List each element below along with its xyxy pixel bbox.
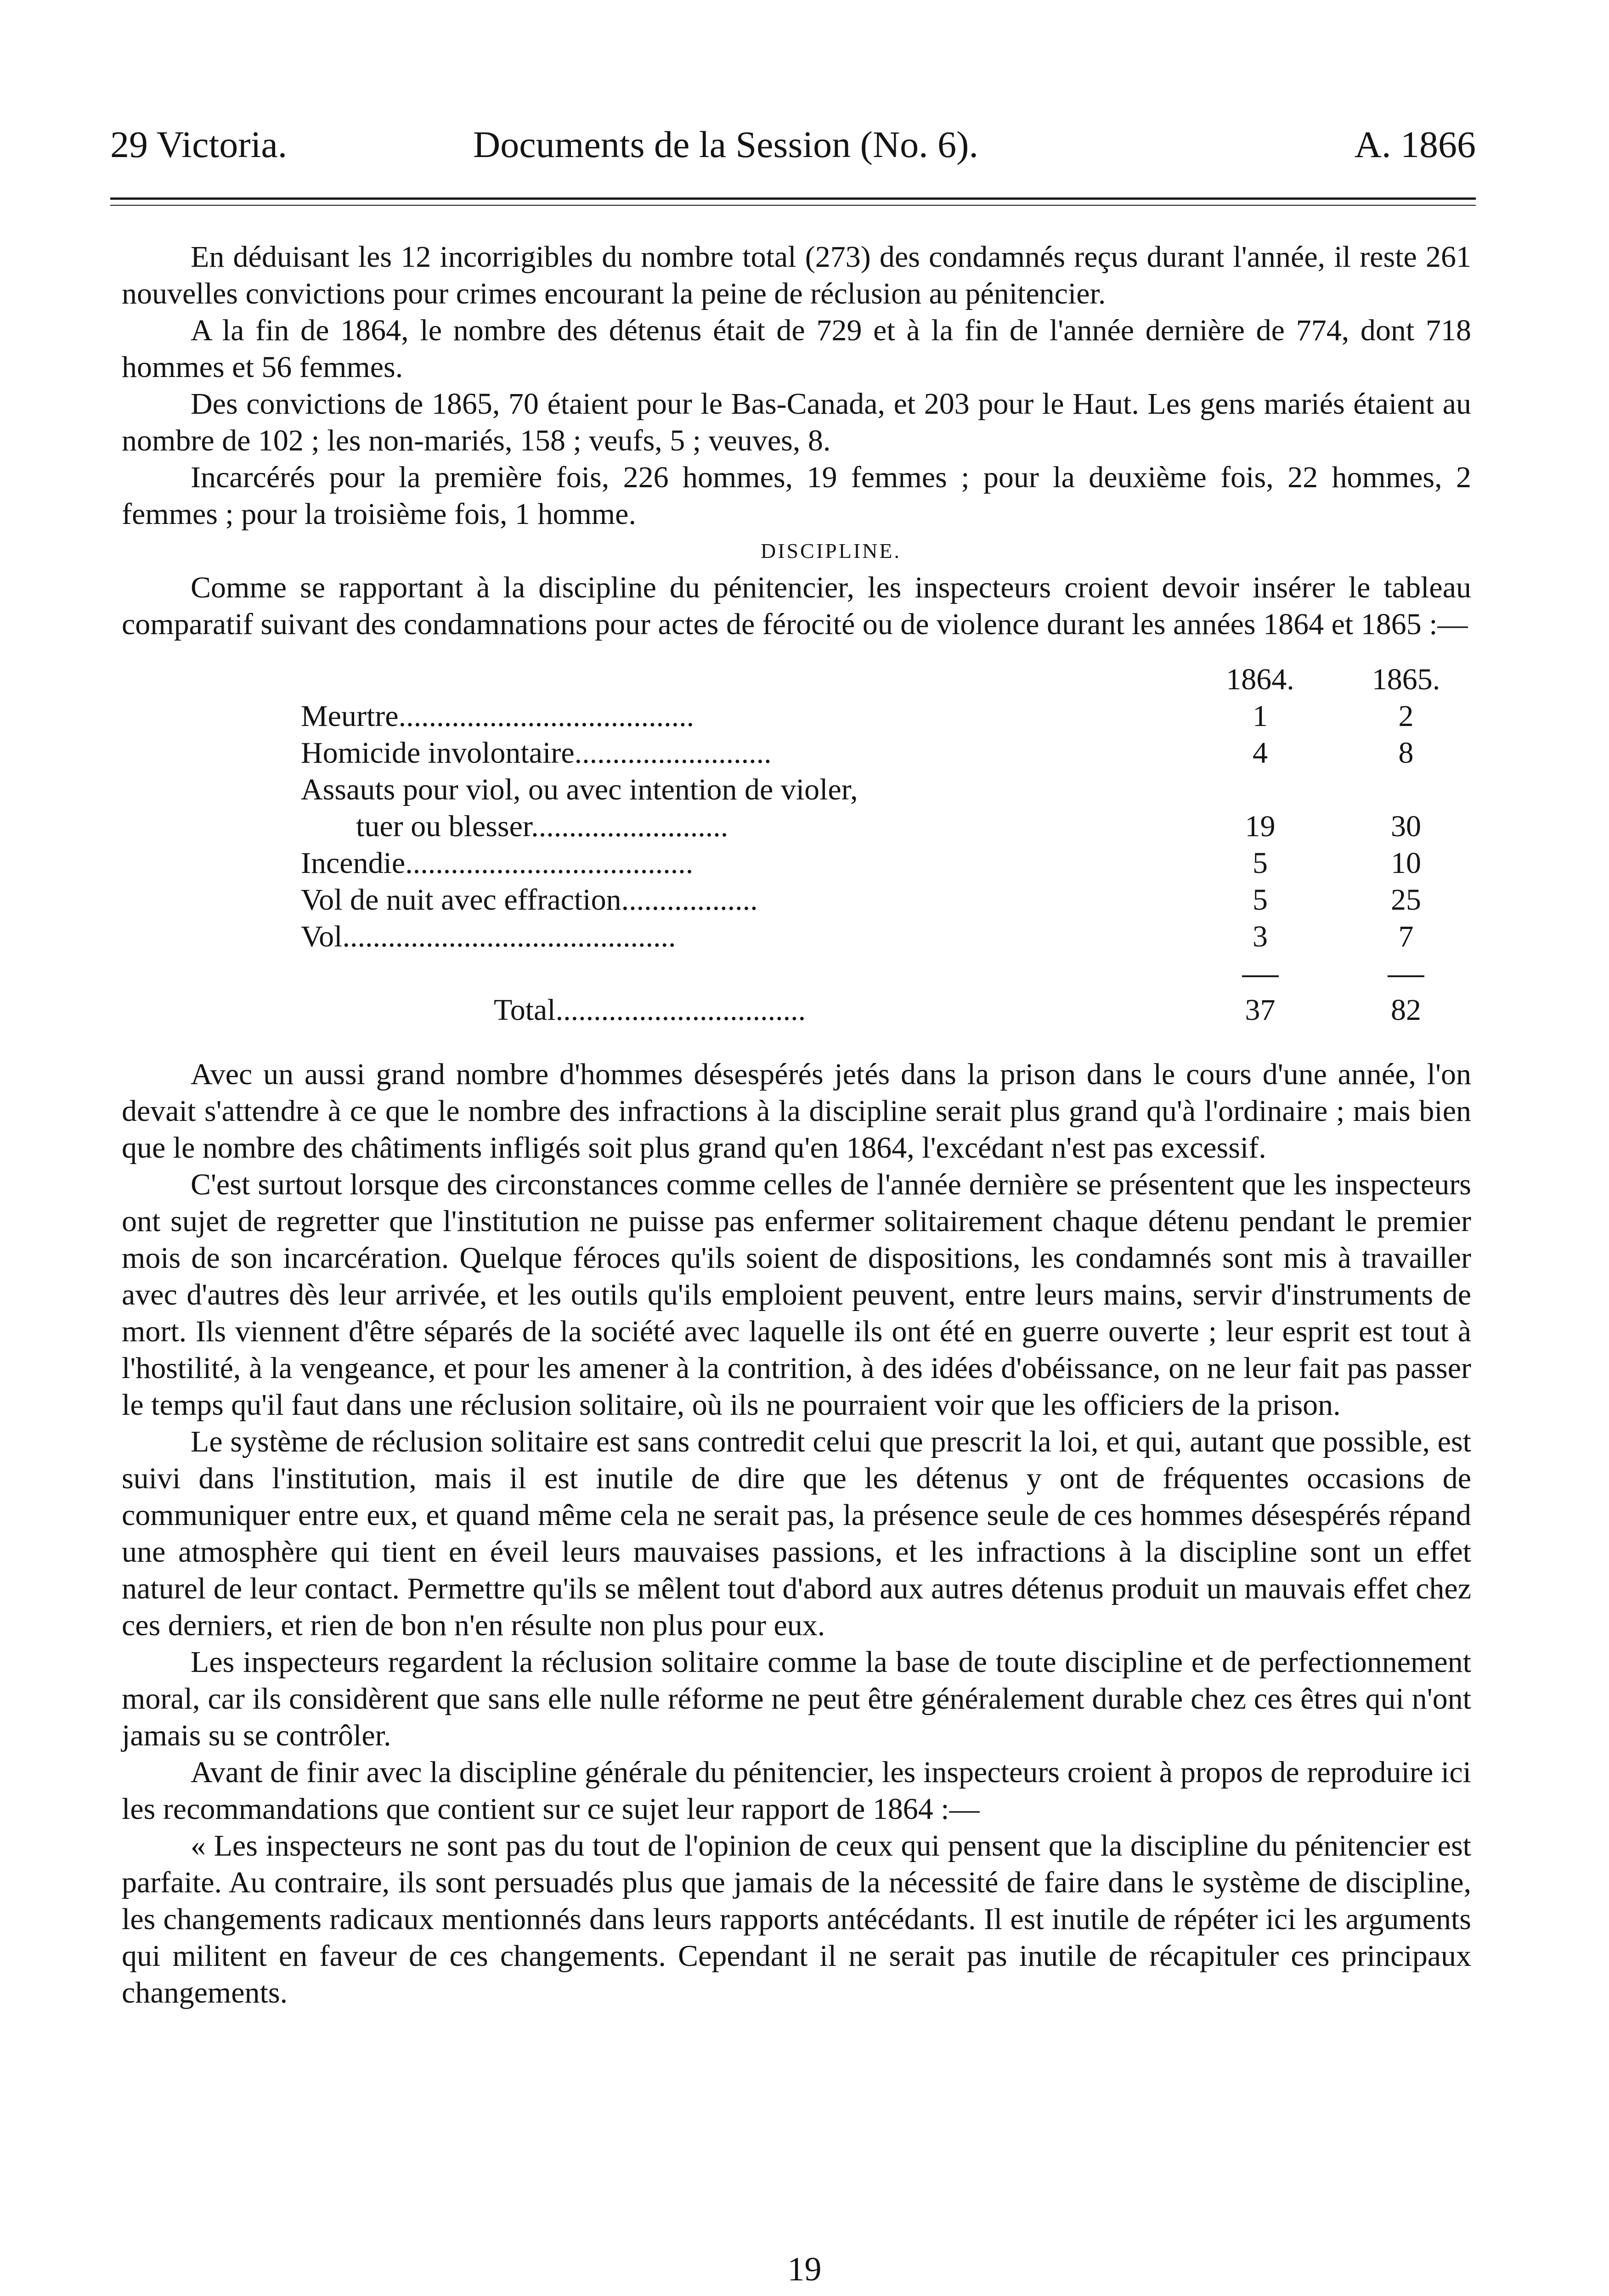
paragraph: Incarcérés pour la première fois, 226 hommes, 19 femmes ; pour la deuxième fois, 22 hommes, 2 femmes ; pour la troisième fois, 1 homme. bbox=[122, 461, 1471, 531]
value-1865: 7 bbox=[1398, 920, 1414, 953]
sum-rule-row bbox=[301, 955, 1471, 992]
value-1864: 4 bbox=[1253, 736, 1268, 770]
row-label: Homicide involontaire.......................... bbox=[301, 736, 772, 770]
row-label: Vol............................................ bbox=[301, 920, 676, 953]
row-label: Incendie...................................... bbox=[301, 846, 694, 880]
value-1865: 25 bbox=[1391, 883, 1422, 917]
col-header-1864: 1864. bbox=[1226, 663, 1294, 696]
paragraph: A la fin de 1864, le nombre des détenus était de 729 et à la fin de l'année dernière de 774, dont 718 hommes et 56 femmes. bbox=[122, 314, 1471, 384]
value-1864: 5 bbox=[1253, 846, 1268, 880]
paragraph: C'est surtout lorsque des circonstances comme celles de l'année dernière se présentent que les inspecteurs ont sujet de regretter que l'institution ne puisse pas enfermer solitairement chaque détenu pendant le premier mois de son incarcération. Quelque féroces qu'ils soient de dispositions, les condamnés sont mis à travailler avec d'autres dès leur arrivée, et les outils qu'ils emploient peuvent, entre leurs mains, servir d'instruments de mort. Ils viennent d'être séparés de la société avec laquelle ils ont été en guerre ouverte ; leur esprit est tout à l'hostilité, à la vengeance, et pour les amener à la contrition, à des idées d'obéissance, on ne leur fait pas passer le temps qu'il faut dans une réclusion solitaire, où ils ne pourraient voir que les officiers de la prison. bbox=[122, 1168, 1471, 1422]
row-label: Meurtre....................................... bbox=[301, 699, 694, 733]
body-text bbox=[122, 239, 1471, 2011]
paragraph: Le système de réclusion solitaire est sans contredit celui que prescrit la loi, et qui, autant que possible, est suivi dans l'institution, mais il est inutile de dire que les détenus y ont de fréquentes occasions de communiquer entre eux, et quand même cela ne serait pas, la présence seule de ces hommes désespérés répand une atmosphère qui tient en éveil leurs mauvaises passions, et les infractions à la discipline sont un effet naturel de leur contact. Permettre qu'ils se mêlent tout d'abord aux autres détenus produit un mauvais effet chez ces derniers, et rien de bon n'en résulte non plus pour eux. bbox=[122, 1425, 1471, 1642]
table-row bbox=[301, 808, 1471, 845]
running-header bbox=[110, 123, 1476, 187]
table-row bbox=[301, 882, 1471, 918]
section-title: DISCIPLINE. bbox=[761, 539, 901, 563]
header-rule-thin bbox=[110, 205, 1476, 206]
table-row bbox=[301, 698, 1471, 735]
value-1865: 30 bbox=[1391, 810, 1422, 843]
paragraph: Les inspecteurs regardent la réclusion solitaire comme la base de toute discipline et de perfectionnement moral, car ils considèrent que sans elle nulle réforme ne peut être généralement durable chez ces êtres qui n'ont jamais su se contrôler. bbox=[122, 1645, 1471, 1752]
row-label: Assauts pour viol, ou avec intention de violer, bbox=[301, 773, 858, 806]
paragraph: En déduisant les 12 incorrigibles du nombre total (273) des condamnés reçus durant l'année, il reste 261 nouvelles convictions pour crimes encourant la peine de réclusion au pénitencier. bbox=[122, 240, 1471, 310]
total-label: Total................................. bbox=[494, 993, 806, 1027]
table-row bbox=[301, 771, 1471, 808]
table-total-row bbox=[301, 992, 1471, 1029]
value-1864: 1 bbox=[1253, 699, 1268, 733]
table-header-row bbox=[301, 661, 1471, 698]
value-1865: 2 bbox=[1398, 699, 1414, 733]
row-label: Vol de nuit avec effraction.................. bbox=[301, 883, 758, 917]
header-rule-thick bbox=[110, 197, 1476, 200]
header-center: Documents de la Session (No. 6). bbox=[473, 124, 978, 165]
sum-rule bbox=[1388, 975, 1424, 977]
table-row bbox=[301, 845, 1471, 882]
row-label: tuer ou blesser.......................... bbox=[356, 810, 728, 843]
value-1865: 10 bbox=[1391, 846, 1422, 880]
value-1865: 8 bbox=[1398, 736, 1414, 770]
page-number: 19 bbox=[787, 2251, 822, 2288]
paragraph: « Les inspecteurs ne sont pas du tout de l'opinion de ceux qui pensent que la discipline du pénitencier est parfaite. Au contraire, ils sont persuadés plus que jamais de la nécessité de faire dans le système de discipline, les changements radicaux mentionnés dans leurs rapports antécédants. Il est inutile de répéter ici les arguments qui militent en faveur de ces changements. Cependant il ne serait pas inutile de récapituler ces principaux changements. bbox=[122, 1829, 1471, 2009]
table-row bbox=[301, 918, 1471, 955]
header-left: 29 Victoria. bbox=[110, 124, 288, 165]
paragraph: Comme se rapportant à la discipline du pénitencier, les inspecteurs croient devoir insérer le tableau comparatif suivant des condamnations pour actes de férocité ou de violence durant les années 1864 et 1865 :— bbox=[122, 571, 1471, 641]
paragraph: Avec un aussi grand nombre d'hommes désespérés jetés dans la prison dans le cours d'une année, l'on devait s'attendre à ce que le nombre des infractions à la discipline serait plus grand qu'à l'ordinaire ; mais bien que le nombre des châtiments infligés soit plus grand qu'en 1864, l'excédant n'est pas excessif. bbox=[122, 1058, 1471, 1165]
value-1864 bbox=[1180, 771, 1341, 808]
value-1865 bbox=[1341, 771, 1471, 808]
total-1865: 82 bbox=[1391, 993, 1422, 1027]
paragraph: Avant de finir avec la discipline générale du pénitencier, les inspecteurs croient à propos de reproduire ici les recommandations que contient sur ce sujet leur rapport de 1864 :— bbox=[122, 1756, 1471, 1826]
total-1864: 37 bbox=[1245, 993, 1276, 1027]
paragraph: Des convictions de 1865, 70 étaient pour le Bas-Canada, et 203 pour le Haut. Les gens mariés étaient au nombre de 102 ; les non-mariés, 158 ; veufs, 5 ; veuves, 8. bbox=[122, 387, 1471, 457]
header-right: A. 1866 bbox=[1354, 124, 1476, 165]
value-1864: 19 bbox=[1245, 810, 1276, 843]
value-1864: 5 bbox=[1253, 883, 1268, 917]
sum-rule bbox=[1242, 975, 1279, 977]
violence-table bbox=[301, 661, 1471, 1029]
table-row bbox=[301, 735, 1471, 771]
value-1864: 3 bbox=[1253, 920, 1268, 953]
col-header-1865: 1865. bbox=[1372, 663, 1440, 696]
